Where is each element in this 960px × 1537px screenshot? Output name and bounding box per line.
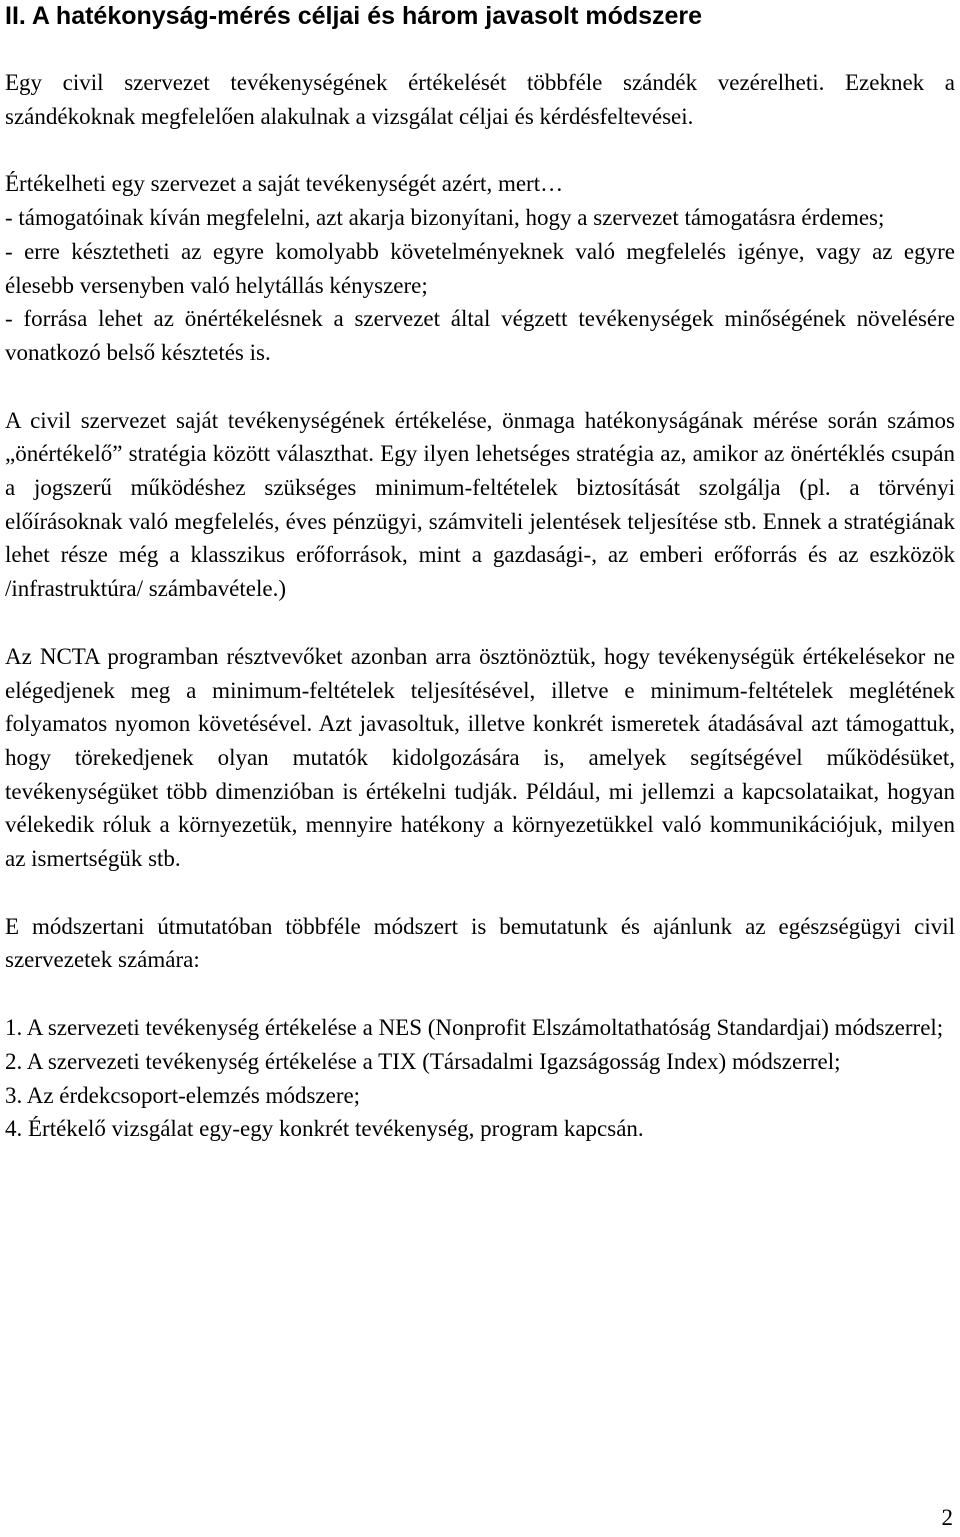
reason-item-3: - forrása lehet az önértékelésnek a szervezet által végzett tevékenységek minőségének növelésére vonatkozó belső késztetés is. <box>5 306 955 365</box>
methods-lead-paragraph: E módszertani útmutatóban többféle módszert is bemutatunk és ajánlunk az egészségügyi civil szervezetek számára: <box>5 913 955 973</box>
methods-list-item: 1. A szervezeti tevékenység értékelése a NES (Nonprofit Elszámoltathatóság Standardjai) módszerrel; <box>5 1015 944 1041</box>
methods-list <box>5 1011 955 1146</box>
reason-item-2: - erre késztetheti az egyre komolyabb követelményeknek való megfelelés igénye, vagy az egyre élesebb versenyben való helytállás kényszere; <box>5 238 955 298</box>
page-number: 2 <box>941 1505 953 1530</box>
reasons-paragraph <box>5 167 955 369</box>
document-page <box>5 0 955 1146</box>
ncta-paragraph: Az NCTA programban résztvevőket azonban arra ösztönöztük, hogy tevékenységük értékelésekor ne elégedjenek meg a minimum-feltételek teljesítésével, illetve e minimum-feltételek meglétének folyamatos nyomon követésével. Azt javasoltuk, illetve konkrét ismeretek átadásával azt támogattuk, hogy törekedjenek olyan mutatók kidolgozására is, amelyek segítségével működésüket, tevékenységüket több dimenzióban is értékelni tudják. Például, mi jellemzi a kapcsolataikat, hogyan vélekedik róluk a környezetük, mennyire hatékony a környezetükkel való kommunikációjuk, milyen az ismertségük stb. <box>5 643 955 872</box>
methods-list-item: 3. Az érdekcsoport-elemzés módszere; <box>5 1082 361 1108</box>
methods-list-item: 4. Értékelő vizsgálat egy-egy konkrét tevékenység, program kapcsán. <box>5 1116 644 1142</box>
reason-item-1: - támogatóinak kíván megfelelni, azt akarja bizonyítani, hogy a szervezet támogatásra érdemes; <box>5 205 885 231</box>
methods-list-item: 2. A szervezeti tevékenység értékelése a TIX (Társadalmi Igazságosság Index) módszerrel; <box>5 1048 841 1074</box>
reasons-lead: Értékelheti egy szervezet a saját tevékenységét azért, mert… <box>5 171 564 197</box>
intro-paragraph: Egy civil szervezet tevékenységének értékelését többféle szándék vezérelheti. Ezeknek a szándékoknak megfelelően alakulnak a vizsgálat céljai és kérdésfeltevései. <box>5 70 955 129</box>
section-heading: II. A hatékonyság-mérés céljai és három javasolt módszere <box>5 2 703 30</box>
strategy-paragraph: A civil szervezet saját tevékenységének értékelése, önmaga hatékonyságának mérése során számos „önértékelő” stratégia között választhat. Egy ilyen lehetséges stratégia az, amikor az önértéklés csupán a jogszerű működéshez szükséges minimum-feltételek biztosítását szolgálja (pl. a törvényi előírásoknak való megfelelés, éves pénzügyi, számviteli jelentések teljesítése stb. Ennek a stratégiának lehet része még a klasszikus erőforrások, mint a gazdasági-, az emberi erőforrás és az eszközök /infrastruktúra/ számbavétele.) <box>5 407 955 602</box>
